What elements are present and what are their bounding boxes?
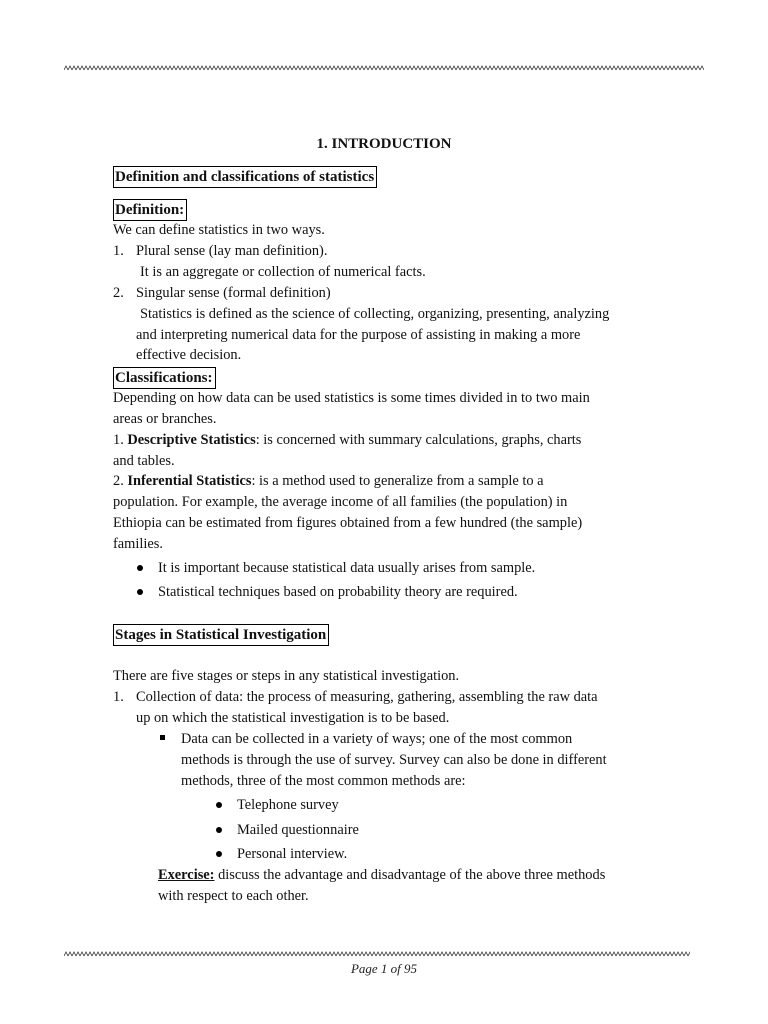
- definition-singular-text: Statistics is defined as the science of collecting, organizing, presenting, analyzing: [140, 306, 610, 322]
- sub-bullet-text: methods, three of the most common methods are:: [181, 773, 466, 789]
- bullet-item: Statistical techniques based on probability theory are required.: [158, 584, 518, 600]
- heading-classifications: Classifications:: [113, 367, 216, 389]
- method-item: Telephone survey: [237, 797, 339, 813]
- descriptive-statistics-text: and tables.: [113, 453, 175, 469]
- stage-text: Collection of data: the process of measuring, gathering, assembling the raw data: [136, 689, 598, 705]
- inferential-statistics-text: families.: [113, 536, 163, 552]
- square-bullet-icon: [160, 735, 165, 740]
- stage-text: up on which the statistical investigation is to be based.: [136, 710, 450, 726]
- definition-singular-text: effective decision.: [136, 347, 242, 363]
- inferential-statistics-text: population. For example, the average income of all families (the population) in: [113, 494, 568, 510]
- inferential-statistics-text: Ethiopia can be estimated from figures obtained from a few hundred (the sample): [113, 515, 583, 531]
- descriptive-statistics-line: [113, 431, 581, 449]
- list-number: 2.: [113, 473, 128, 489]
- classifications-intro: areas or branches.: [113, 411, 217, 427]
- bullet-item: It is important because statistical data usually arises from sample.: [158, 560, 536, 576]
- sub-bullet-text: methods is through the use of survey. Survey can also be done in different: [181, 752, 607, 768]
- method-item: Personal interview.: [237, 846, 348, 862]
- sub-bullet-text: Data can be collected in a variety of ways; one of the most common: [181, 731, 573, 747]
- definition-plural-text: It is an aggregate or collection of numerical facts.: [140, 264, 426, 280]
- header-rule-graphic: [64, 65, 704, 71]
- page-number: Page 1 of 95: [350, 961, 418, 976]
- heading-definition-classifications: Definition and classifications of statistics: [113, 166, 377, 188]
- exercise-label: Exercise:: [158, 867, 215, 883]
- method-item: Mailed questionnaire: [237, 822, 359, 838]
- exercise-line: [158, 866, 605, 884]
- list-number: 1.: [113, 432, 128, 448]
- exercise-text: with respect to each other.: [158, 888, 309, 904]
- page-title: 1. INTRODUCTION: [316, 136, 452, 152]
- footer-rule-graphic: [64, 951, 690, 957]
- exercise-text: discuss the advantage and disadvantage of the above three methods: [214, 867, 606, 883]
- definition-singular: Singular sense (formal definition): [136, 285, 331, 301]
- bullet-icon: [216, 802, 222, 808]
- classifications-intro: Depending on how data can be used statistics is some times divided in to two main: [113, 390, 590, 406]
- heading-definition: Definition:: [113, 199, 187, 221]
- descriptive-statistics-text: : is concerned with summary calculations, graphs, charts: [255, 432, 582, 448]
- bullet-icon: [137, 565, 143, 571]
- heading-stages: Stages in Statistical Investigation: [113, 624, 329, 646]
- definition-intro: We can define statistics in two ways.: [113, 222, 325, 238]
- list-number: 1.: [113, 243, 124, 259]
- inferential-statistics-text: : is a method used to generalize from a sample to a: [251, 473, 544, 489]
- bullet-icon: [216, 827, 222, 833]
- stages-intro: There are five stages or steps in any statistical investigation.: [113, 668, 460, 684]
- bullet-icon: [137, 589, 143, 595]
- descriptive-statistics-term: Descriptive Statistics: [127, 432, 256, 448]
- header-rule: [64, 65, 704, 71]
- definition-plural: Plural sense (lay man definition).: [136, 243, 328, 259]
- inferential-statistics-term: Inferential Statistics: [127, 473, 252, 489]
- bullet-icon: [216, 851, 222, 857]
- footer-rule: [64, 951, 690, 957]
- list-number: 1.: [113, 689, 124, 705]
- list-number: 2.: [113, 285, 124, 301]
- definition-singular-text: and interpreting numerical data for the purpose of assisting in making a more: [136, 327, 581, 343]
- inferential-statistics-line: [113, 472, 544, 490]
